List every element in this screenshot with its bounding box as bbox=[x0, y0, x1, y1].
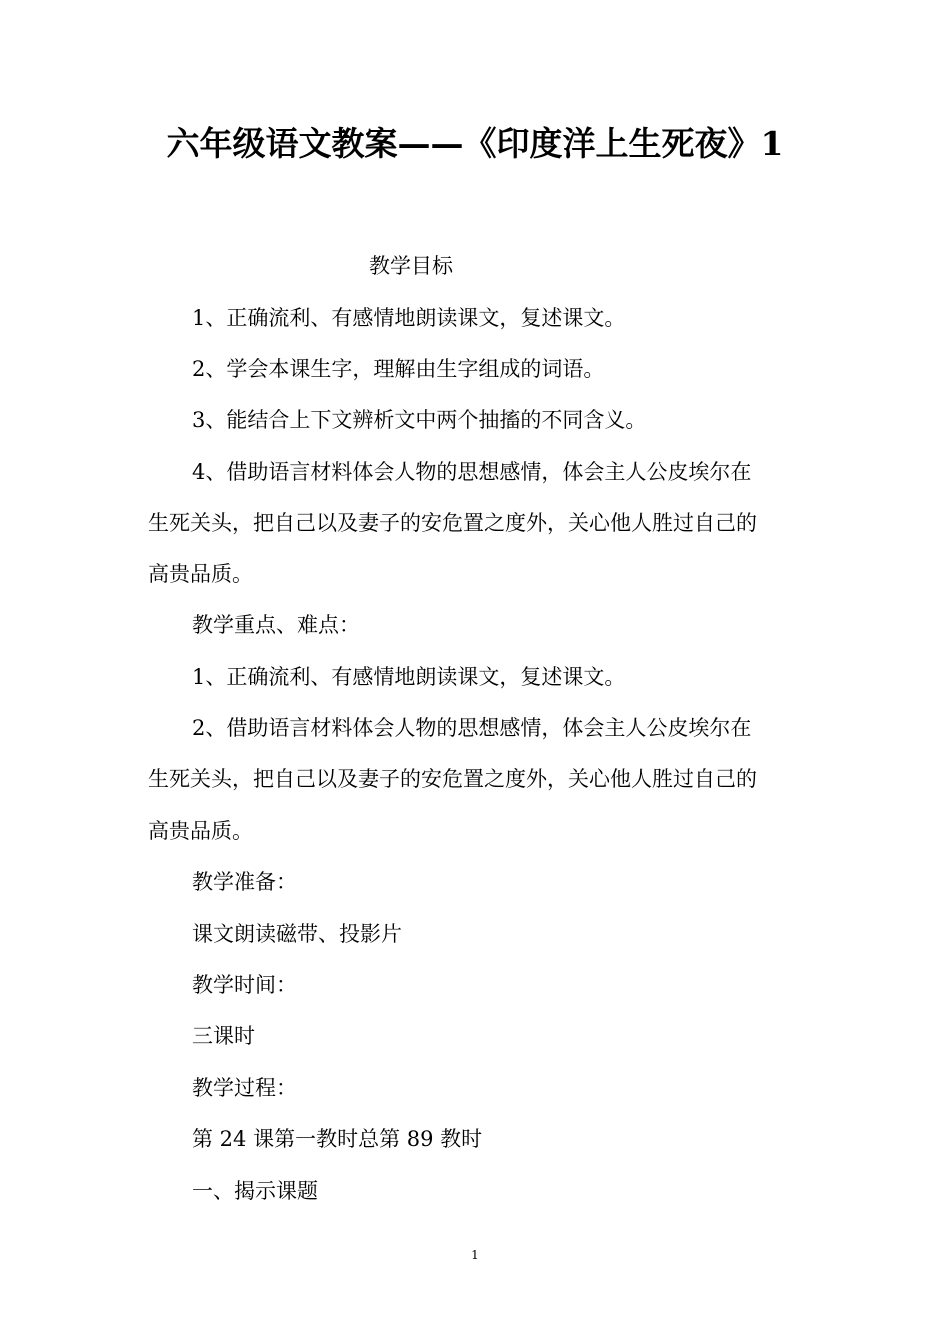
document-title: 六年级语文教案——《印度洋上生死夜》1 bbox=[166, 124, 784, 163]
section-heading-key-points: 教学重点、难点： bbox=[192, 613, 360, 637]
section-heading-time: 教学时间： bbox=[192, 973, 297, 997]
section-heading-process: 教学过程： bbox=[192, 1076, 297, 1100]
key-point-line-2-end: 高贵品质。 bbox=[148, 819, 253, 843]
goal-line-4-end: 高贵品质。 bbox=[148, 562, 253, 586]
section-heading-goals: 教学目标 bbox=[369, 254, 453, 278]
prep-text: 课文朗读磁带、投影片 bbox=[192, 922, 402, 946]
goal-line-3: 3、能结合上下文辨析文中两个抽搐的不同含义。 bbox=[192, 408, 647, 432]
goal-line-2: 2、学会本课生字，理解由生字组成的词语。 bbox=[192, 357, 605, 381]
key-point-line-1: 1、正确流利、有感情地朗读课文，复述课文。 bbox=[192, 665, 626, 689]
step-one-heading: 一、揭示课题 bbox=[192, 1179, 318, 1203]
time-text: 三课时 bbox=[192, 1024, 255, 1048]
goal-line-4: 4、借助语言材料体会人物的思想感情，体会主人公皮埃尔在 bbox=[192, 460, 752, 484]
key-point-line-2: 2、借助语言材料体会人物的思想感情，体会主人公皮埃尔在 bbox=[192, 716, 752, 740]
page-number: 1 bbox=[471, 1248, 479, 1262]
lesson-line: 第 24 课第一教时总第 89 教时 bbox=[192, 1127, 483, 1151]
goal-line-4-cont: 生死关头，把自己以及妻子的安危置之度外，关心他人胜过自己的 bbox=[148, 511, 757, 535]
goal-line-1: 1、正确流利、有感情地朗读课文，复述课文。 bbox=[192, 306, 626, 330]
section-heading-prep: 教学准备： bbox=[192, 870, 297, 894]
key-point-line-2-cont: 生死关头，把自己以及妻子的安危置之度外，关心他人胜过自己的 bbox=[148, 767, 757, 791]
